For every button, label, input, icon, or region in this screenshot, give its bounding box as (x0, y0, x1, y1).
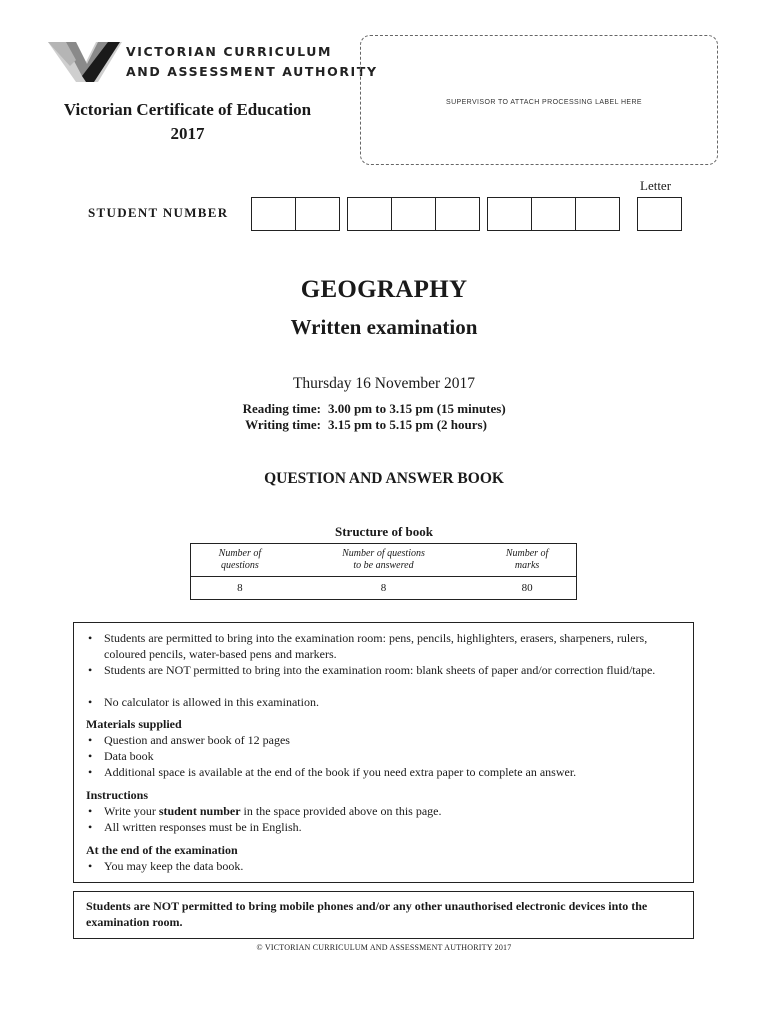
instruction-student-number: Write your student number in the space provided above on this page. (104, 804, 442, 818)
permitted-items-text: Students are permitted to bring into the examination room: pens, pencils, highlighters, erasers, sharpeners, rulers, coloured pencils, water-based pens and markers. (104, 631, 648, 661)
material-item: Additional space is available at the end of the book if you need extra paper to complete an answer. (104, 765, 577, 779)
student-letter-group (637, 197, 682, 231)
instruction-english: All written responses must be in English. (104, 820, 302, 834)
exam-type: Written examination (290, 315, 478, 339)
authority-name-line2: AND ASSESSMENT AUTHORITY (126, 64, 378, 79)
bullet-icon: • (88, 695, 93, 709)
student-number-group-2 (347, 197, 480, 231)
mobile-phone-warning: Students are NOT permitted to bring mobile phones and/or any other unauthorised electronic devices into the examination room. (73, 891, 694, 939)
student-number-box[interactable] (576, 198, 619, 230)
structure-header-questions: Number of questions (191, 544, 289, 577)
vcaa-logo-icon (46, 38, 122, 82)
student-number-box[interactable] (488, 198, 532, 230)
structure-value-row (191, 577, 577, 600)
exam-date: Thursday 16 November 2017 (292, 375, 476, 392)
writing-time-label: Writing time: (245, 417, 321, 432)
structure-header-marks: Number of marks (478, 544, 576, 577)
structure-value-marks: 80 (478, 577, 576, 600)
authority-name-line1: VICTORIAN CURRICULUM (126, 44, 333, 59)
student-number-group-1 (251, 197, 340, 231)
student-number-box[interactable] (252, 198, 296, 230)
bullet-icon: • (88, 749, 93, 763)
structure-table (190, 543, 577, 600)
student-number-emphasis: student number (158, 804, 241, 818)
bullet-icon: • (88, 631, 93, 645)
structure-header-answered: Number of questions to be answered (289, 544, 478, 577)
bullet-icon: • (88, 804, 93, 818)
student-number-box[interactable] (392, 198, 436, 230)
student-number-box[interactable] (296, 198, 339, 230)
certificate-title: Victorian Certificate of Education (63, 100, 312, 119)
structure-value-questions: 8 (191, 577, 289, 600)
materials-heading: Materials supplied (86, 717, 182, 731)
student-number-group-3 (487, 197, 620, 231)
structure-value-answered: 8 (289, 577, 478, 600)
reading-time-label: Reading time: (242, 401, 321, 416)
end-item: You may keep the data book. (104, 859, 244, 873)
instructions-heading: Instructions (86, 788, 149, 802)
writing-time-value: 3.15 pm to 5.15 pm (2 hours) (328, 417, 487, 432)
book-title: QUESTION AND ANSWER BOOK (264, 470, 504, 487)
structure-title: Structure of book (335, 524, 433, 539)
letter-label: Letter (640, 178, 672, 193)
bullet-icon: • (88, 765, 93, 779)
calculator-note: No calculator is allowed in this examination. (104, 695, 319, 709)
material-item: Data book (104, 749, 154, 763)
information-box (73, 622, 694, 883)
bullet-icon: • (88, 733, 93, 747)
material-item: Question and answer book of 12 pages (104, 733, 290, 747)
bullet-icon: • (88, 663, 93, 677)
student-number-box[interactable] (348, 198, 392, 230)
subject-title: GEOGRAPHY (300, 276, 468, 303)
student-number-box[interactable] (436, 198, 479, 230)
student-number-box[interactable] (532, 198, 576, 230)
end-of-exam-heading: At the end of the examination (86, 843, 238, 857)
certificate-year: 2017 (170, 124, 205, 143)
student-letter-box[interactable] (638, 198, 681, 230)
student-number-label: STUDENT NUMBER (88, 205, 229, 220)
structure-header-row (191, 544, 577, 577)
reading-time-value: 3.00 pm to 3.15 pm (15 minutes) (328, 401, 506, 416)
bullet-icon: • (88, 859, 93, 873)
bullet-icon: • (88, 820, 93, 834)
not-permitted-items-text: Students are NOT permitted to bring into the examination room: blank sheets of paper and/or correction fluid/tape. (104, 663, 656, 677)
copyright-notice: © VICTORIAN CURRICULUM AND ASSESSMENT AUTHORITY 2017 (256, 943, 512, 952)
processing-label-instruction: SUPERVISOR TO ATTACH PROCESSING LABEL HERE (446, 99, 642, 106)
